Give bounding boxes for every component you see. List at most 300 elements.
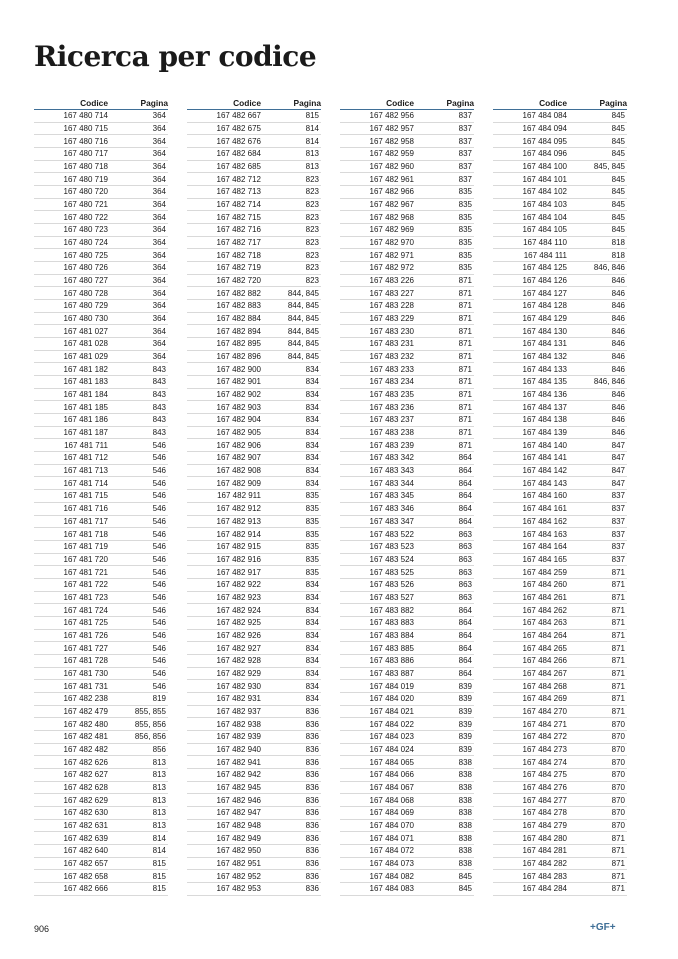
code-cell: 167 481 714	[63, 478, 108, 488]
page-cell: 818	[611, 238, 625, 248]
code-cell: 167 484 264	[522, 630, 567, 640]
table-row	[340, 427, 474, 440]
page-cell: 863	[458, 580, 472, 590]
table-row	[187, 161, 321, 174]
code-cell: 167 480 716	[63, 136, 108, 146]
page-cell: 844, 845	[287, 326, 319, 336]
table-row	[340, 325, 474, 338]
table-row	[187, 541, 321, 554]
page-cell: 834	[305, 592, 319, 602]
page-cell: 871	[611, 643, 625, 653]
page-cell: 839	[458, 681, 472, 691]
code-cell: 167 480 727	[63, 276, 108, 286]
table-row	[34, 300, 168, 313]
page-cell: 364	[152, 149, 166, 159]
code-cell: 167 484 282	[522, 858, 567, 868]
code-cell: 167 482 884	[216, 314, 261, 324]
table-row	[340, 490, 474, 503]
table-row	[493, 668, 627, 681]
table-row	[34, 794, 168, 807]
page-cell: 837	[611, 554, 625, 564]
table-row	[187, 363, 321, 376]
table-row	[34, 389, 168, 402]
table-row	[493, 541, 627, 554]
code-cell: 167 481 712	[63, 453, 108, 463]
table-row	[187, 820, 321, 833]
table-row	[340, 186, 474, 199]
page-cell: 823	[305, 225, 319, 235]
page-cell: 870	[611, 808, 625, 818]
code-cell: 167 482 715	[216, 212, 261, 222]
code-cell: 167 482 713	[216, 187, 261, 197]
code-cell: 167 481 029	[63, 352, 108, 362]
code-cell: 167 484 102	[522, 187, 567, 197]
page-cell: 871	[458, 428, 472, 438]
table-row	[340, 832, 474, 845]
page-cell: 834	[305, 668, 319, 678]
table-row	[34, 161, 168, 174]
code-cell: 167 484 019	[369, 681, 414, 691]
page-cell: 845	[611, 200, 625, 210]
table-row	[34, 287, 168, 300]
code-cell: 167 481 713	[63, 466, 108, 476]
code-cell: 167 481 721	[63, 567, 108, 577]
table-row	[493, 211, 627, 224]
code-cell: 167 482 930	[216, 681, 261, 691]
code-cell: 167 483 524	[369, 554, 414, 564]
page-cell: 871	[611, 580, 625, 590]
page-cell: 836	[305, 795, 319, 805]
index-column-2	[187, 95, 321, 896]
table-row	[493, 199, 627, 212]
page-cell: 864	[458, 516, 472, 526]
page-cell: 834	[305, 630, 319, 640]
table-row	[340, 858, 474, 871]
page-cell: 837	[611, 529, 625, 539]
page-cell: 834	[305, 580, 319, 590]
code-cell: 167 482 922	[216, 580, 261, 590]
page-cell: 843	[152, 402, 166, 412]
code-cell: 167 481 724	[63, 605, 108, 615]
gf-logo: +GF+	[590, 922, 616, 933]
page-cell: 364	[152, 352, 166, 362]
code-cell: 167 484 268	[522, 681, 567, 691]
table-row	[34, 693, 168, 706]
page-cell: 864	[458, 668, 472, 678]
code-cell: 167 482 947	[216, 808, 261, 818]
index-column-3	[340, 95, 474, 896]
page-cell: 836	[305, 884, 319, 894]
table-row	[187, 592, 321, 605]
page-cell: 364	[152, 339, 166, 349]
table-row	[187, 148, 321, 161]
page-cell: 870	[611, 757, 625, 767]
table-row	[34, 718, 168, 731]
code-cell: 167 482 480	[63, 719, 108, 729]
code-cell: 167 480 721	[63, 200, 108, 210]
page-cell: 864	[458, 643, 472, 653]
code-cell: 167 484 071	[369, 833, 414, 843]
code-cell: 167 480 730	[63, 314, 108, 324]
page-cell: 837	[458, 174, 472, 184]
page-cell: 823	[305, 238, 319, 248]
table-row	[340, 262, 474, 275]
code-cell: 167 482 717	[216, 238, 261, 248]
code-cell: 167 480 726	[63, 263, 108, 273]
page-cell: 864	[458, 605, 472, 615]
table-row	[187, 313, 321, 326]
code-cell: 167 482 479	[63, 706, 108, 716]
code-cell: 167 482 900	[216, 364, 261, 374]
page-cell: 838	[458, 782, 472, 792]
table-row	[187, 224, 321, 237]
page-cell: 836	[305, 782, 319, 792]
code-cell: 167 484 139	[522, 428, 567, 438]
table-row	[34, 338, 168, 351]
page-cell: 846	[611, 314, 625, 324]
table-row	[187, 782, 321, 795]
code-cell: 167 482 901	[216, 377, 261, 387]
index-column-1	[34, 95, 168, 896]
code-cell: 167 484 082	[369, 871, 414, 881]
table-row	[340, 300, 474, 313]
code-cell: 167 482 939	[216, 732, 261, 742]
table-row	[340, 199, 474, 212]
table-row	[34, 680, 168, 693]
table-row	[340, 414, 474, 427]
code-cell: 167 484 135	[522, 377, 567, 387]
code-cell: 167 482 970	[369, 238, 414, 248]
table-row	[340, 870, 474, 883]
table-row	[34, 427, 168, 440]
code-cell: 167 482 666	[63, 884, 108, 894]
page-cell: 871	[458, 314, 472, 324]
code-cell: 167 482 903	[216, 402, 261, 412]
code-cell: 167 483 234	[369, 377, 414, 387]
code-index-table	[34, 95, 634, 905]
page-cell: 835	[458, 238, 472, 248]
table-row	[34, 883, 168, 896]
table-row	[340, 313, 474, 326]
page-cell: 546	[152, 516, 166, 526]
table-row	[34, 731, 168, 744]
table-row	[493, 389, 627, 402]
code-cell: 167 483 235	[369, 390, 414, 400]
code-cell: 167 484 020	[369, 694, 414, 704]
code-cell: 167 484 100	[522, 162, 567, 172]
table-row	[340, 363, 474, 376]
page-cell: 834	[305, 643, 319, 653]
page-cell: 546	[152, 643, 166, 653]
table-row	[34, 642, 168, 655]
page-cell: 835	[305, 529, 319, 539]
code-cell: 167 482 909	[216, 478, 261, 488]
table-row	[493, 566, 627, 579]
code-cell: 167 482 883	[216, 301, 261, 311]
page-cell: 836	[305, 820, 319, 830]
code-cell: 167 482 913	[216, 516, 261, 526]
page-cell: 546	[152, 592, 166, 602]
code-cell: 167 484 259	[522, 567, 567, 577]
page-cell: 813	[152, 782, 166, 792]
page-cell: 837	[458, 136, 472, 146]
code-cell: 167 484 160	[522, 491, 567, 501]
page-cell: 847	[611, 440, 625, 450]
page-cell: 871	[611, 656, 625, 666]
table-row	[340, 655, 474, 668]
code-cell: 167 484 022	[369, 719, 414, 729]
code-cell: 167 483 228	[369, 301, 414, 311]
code-cell: 167 484 023	[369, 732, 414, 742]
table-row	[493, 756, 627, 769]
page-cell: 837	[611, 491, 625, 501]
table-row	[493, 706, 627, 719]
code-cell: 167 482 960	[369, 162, 414, 172]
page-cell: 871	[611, 681, 625, 691]
code-cell: 167 484 165	[522, 554, 567, 564]
table-row	[34, 744, 168, 757]
table-row	[493, 401, 627, 414]
page-cell: 835	[305, 542, 319, 552]
table-row	[493, 528, 627, 541]
page-cell: 546	[152, 618, 166, 628]
code-cell: 167 482 906	[216, 440, 261, 450]
code-cell: 167 484 143	[522, 478, 567, 488]
page-cell: 838	[458, 808, 472, 818]
table-row	[493, 604, 627, 617]
table-row	[340, 883, 474, 896]
page-cell: 835	[458, 263, 472, 273]
code-cell: 167 484 133	[522, 364, 567, 374]
code-cell: 167 483 884	[369, 630, 414, 640]
code-cell: 167 484 275	[522, 770, 567, 780]
table-row	[340, 148, 474, 161]
code-cell: 167 481 727	[63, 643, 108, 653]
table-row	[187, 832, 321, 845]
code-cell: 167 482 917	[216, 567, 261, 577]
table-row	[493, 642, 627, 655]
page-cell: 863	[458, 592, 472, 602]
code-cell: 167 482 969	[369, 225, 414, 235]
code-cell: 167 483 886	[369, 656, 414, 666]
table-row	[187, 769, 321, 782]
table-row	[187, 554, 321, 567]
page-cell: 846, 846	[593, 263, 625, 273]
table-row	[34, 769, 168, 782]
page-cell: 814	[152, 833, 166, 843]
page-cell: 835	[458, 187, 472, 197]
code-cell: 167 483 522	[369, 529, 414, 539]
code-cell: 167 480 719	[63, 174, 108, 184]
page-header: Pagina	[140, 98, 168, 108]
code-cell: 167 482 907	[216, 453, 261, 463]
table-row	[34, 465, 168, 478]
code-cell: 167 484 137	[522, 402, 567, 412]
table-row	[187, 528, 321, 541]
page-cell: 546	[152, 478, 166, 488]
code-cell: 167 484 127	[522, 288, 567, 298]
table-row	[493, 465, 627, 478]
code-cell: 167 482 675	[216, 124, 261, 133]
code-cell: 167 482 958	[369, 136, 414, 146]
code-cell: 167 482 676	[216, 136, 261, 146]
code-cell: 167 484 274	[522, 757, 567, 767]
table-row	[34, 845, 168, 858]
page-cell: 871	[611, 694, 625, 704]
table-row	[187, 249, 321, 262]
table-row	[187, 401, 321, 414]
page-cell: 364	[152, 326, 166, 336]
page-cell: 871	[458, 352, 472, 362]
page-cell: 836	[305, 858, 319, 868]
table-row	[187, 439, 321, 452]
code-cell: 167 482 915	[216, 542, 261, 552]
code-cell: 167 482 938	[216, 719, 261, 729]
code-cell: 167 480 723	[63, 225, 108, 235]
page-cell: 834	[305, 428, 319, 438]
table-row	[340, 224, 474, 237]
code-cell: 167 482 912	[216, 504, 261, 514]
table-row	[493, 870, 627, 883]
code-cell: 167 482 942	[216, 770, 261, 780]
page-cell: 863	[458, 554, 472, 564]
page-cell: 844, 845	[287, 301, 319, 311]
code-cell: 167 484 131	[522, 339, 567, 349]
page-cell: 845, 845	[593, 162, 625, 172]
page-cell: 870	[611, 744, 625, 754]
table-row	[34, 604, 168, 617]
table-row	[493, 249, 627, 262]
table-row	[34, 820, 168, 833]
table-row	[34, 566, 168, 579]
table-row	[340, 528, 474, 541]
code-cell: 167 482 667	[216, 111, 261, 121]
column-header	[340, 95, 474, 110]
page-header: Pagina	[293, 98, 321, 108]
page-cell: 837	[458, 111, 472, 121]
table-row	[34, 655, 168, 668]
page-cell: 364	[152, 162, 166, 172]
table-row	[34, 351, 168, 364]
code-cell: 167 482 905	[216, 428, 261, 438]
table-row	[340, 110, 474, 123]
code-cell: 167 482 937	[216, 706, 261, 716]
table-row	[493, 718, 627, 731]
table-row	[340, 503, 474, 516]
page-cell: 836	[305, 744, 319, 754]
table-row	[34, 110, 168, 123]
table-row	[34, 439, 168, 452]
table-row	[187, 579, 321, 592]
code-cell: 167 482 904	[216, 415, 261, 425]
table-row	[187, 173, 321, 186]
code-cell: 167 483 230	[369, 326, 414, 336]
table-row	[493, 832, 627, 845]
page-cell: 546	[152, 580, 166, 590]
code-cell: 167 483 233	[369, 364, 414, 374]
code-cell: 167 481 726	[63, 630, 108, 640]
table-row	[34, 211, 168, 224]
table-row	[340, 211, 474, 224]
table-row	[187, 376, 321, 389]
table-row	[187, 794, 321, 807]
page-cell: 846	[611, 288, 625, 298]
code-cell: 167 484 068	[369, 795, 414, 805]
code-cell: 167 480 728	[63, 288, 108, 298]
page-cell: 845	[458, 871, 472, 881]
code-cell: 167 482 967	[369, 200, 414, 210]
page-cell: 846	[611, 326, 625, 336]
code-cell: 167 483 344	[369, 478, 414, 488]
code-cell: 167 481 186	[63, 415, 108, 425]
page-cell: 864	[458, 466, 472, 476]
page-cell: 863	[458, 529, 472, 539]
page-cell: 836	[305, 757, 319, 767]
page-cell: 864	[458, 453, 472, 463]
table-row	[187, 756, 321, 769]
page-cell: 546	[152, 554, 166, 564]
code-cell: 167 480 718	[63, 162, 108, 172]
page-cell: 864	[458, 491, 472, 501]
page-cell: 845	[611, 187, 625, 197]
page-cell: 364	[152, 301, 166, 311]
page-cell: 835	[305, 504, 319, 514]
page-cell: 813	[152, 820, 166, 830]
table-row	[34, 325, 168, 338]
code-cell: 167 484 111	[523, 250, 567, 260]
code-cell: 167 482 971	[369, 250, 414, 260]
page-cell: 837	[611, 516, 625, 526]
code-cell: 167 482 953	[216, 884, 261, 894]
code-cell: 167 482 957	[369, 124, 414, 133]
code-cell: 167 481 182	[63, 364, 108, 374]
table-row	[187, 604, 321, 617]
table-row	[340, 630, 474, 643]
page-cell: 844, 845	[287, 314, 319, 324]
code-cell: 167 484 070	[369, 820, 414, 830]
table-row	[187, 680, 321, 693]
page-cell: 846	[611, 352, 625, 362]
code-cell: 167 482 908	[216, 466, 261, 476]
code-cell: 167 484 270	[522, 706, 567, 716]
code-cell: 167 482 914	[216, 529, 261, 539]
table-row	[493, 262, 627, 275]
code-cell: 167 484 263	[522, 618, 567, 628]
code-cell: 167 483 226	[369, 276, 414, 286]
page-cell: 846	[611, 390, 625, 400]
code-cell: 167 482 684	[216, 149, 261, 159]
index-column-4	[493, 95, 627, 896]
code-cell: 167 483 236	[369, 402, 414, 412]
page-cell: 844, 845	[287, 339, 319, 349]
page-cell: 546	[152, 567, 166, 577]
table-row	[493, 807, 627, 820]
code-cell: 167 484 260	[522, 580, 567, 590]
code-cell: 167 484 095	[522, 136, 567, 146]
table-row	[187, 883, 321, 896]
code-cell: 167 481 184	[63, 390, 108, 400]
table-row	[187, 465, 321, 478]
page-cell: 835	[305, 491, 319, 501]
code-cell: 167 481 720	[63, 554, 108, 564]
page-cell: 836	[305, 833, 319, 843]
code-cell: 167 481 719	[63, 542, 108, 552]
code-cell: 167 483 342	[369, 453, 414, 463]
code-cell: 167 484 140	[522, 440, 567, 450]
table-row	[34, 870, 168, 883]
table-row	[34, 262, 168, 275]
table-row	[493, 325, 627, 338]
